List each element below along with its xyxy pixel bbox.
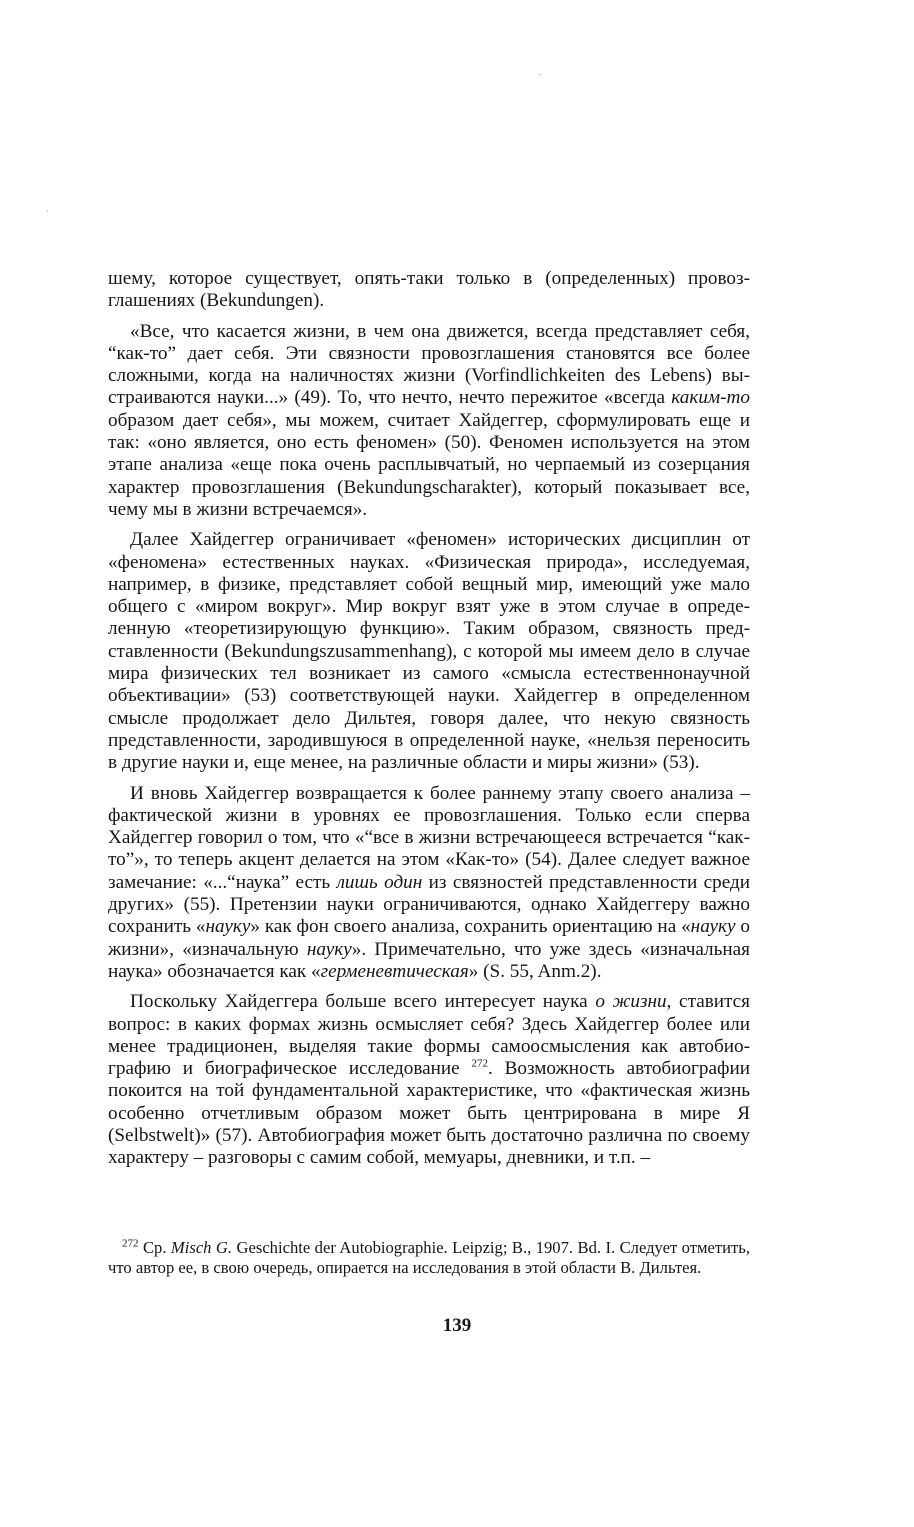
footnote-body bbox=[108, 1238, 750, 1277]
text-run: . Возможность автобиографии покоится на той фундаментальной характеристике, что «фактическая жизнь особенно отчетливым образом может быть центрирована в мире Я (Selbstwelt)» (57). Автобиография может быть достаточно различна по своему характеру – разговоры с самим собой, мемуары, дневники, и т.п. – bbox=[108, 1058, 750, 1169]
paragraph-4 bbox=[108, 783, 750, 984]
text-run: Ср. bbox=[138, 1238, 171, 1257]
italic-run: каким-то bbox=[671, 387, 750, 409]
paragraph-3 bbox=[108, 529, 750, 774]
paragraph-2 bbox=[108, 321, 750, 522]
paragraph-5 bbox=[108, 991, 750, 1169]
text-run: образом дает себя», мы можем, считает Хайдеггер, сформулировать еще и так: «оно является, оно есть феномен» (50). Феномен используется на этом этапе анализа «еще пока очень расплывчатый, но черпаемый из созерцания характер провозглашения (Bekundungscharakter), который показывает все, чему мы в жизни встречаемся». bbox=[108, 409, 750, 520]
italic-run: Misch G. bbox=[170, 1238, 233, 1257]
italic-run: науку bbox=[306, 938, 352, 960]
footnote-reference: 272 bbox=[471, 1057, 488, 1070]
text-run: Geschichte der Autobiographie. Leipzig; B., 1907. Bd. I. Следует отметить, что автор ее, в свою очередь, опирается на исследования в этой области В. Дильтея. bbox=[108, 1238, 750, 1277]
text-run: И вновь Хайдеггер возвращается к более раннему этапу своего анализа – фактической жизни в уровнях ее провозглашения. Только если сперва Хайдеггер говорил о том, что «“все в жизни встречающееся встречается “как-то”», то теперь акцент делается на этом «Как-то» (54). Далее следует важное замечание: «...“наука” есть bbox=[108, 782, 750, 893]
text-run: шему, которое существует, опять-таки только в (определенных) провозглашениях (Bekundungen). bbox=[108, 268, 750, 312]
text-run: «Все, что касается жизни, в чем она движется, всегда представляет себя, “как-то” дает себя. Эти связности провозглашения становятся все более сложными, когда на наличностях жизни (Vorfindlichkeiten des Lebens) выстраиваются науки...» (49). То, что нечто, нечто пережитое «всегда bbox=[108, 320, 750, 409]
scan-speck bbox=[539, 74, 541, 75]
text-run: , ставится вопрос: в каких формах жизнь осмысляет себя? Здесь Хайдеггер более или менее традиционен, выделяя такие формы самоосмысления как автобиографию и биографическое исследование bbox=[108, 991, 750, 1080]
paragraph-1 bbox=[108, 268, 750, 313]
text-run: » как фон своего анализа, сохранить ориентацию на « bbox=[250, 916, 691, 938]
italic-run: лишь один bbox=[336, 871, 423, 893]
footnote-marker: 272 bbox=[122, 1237, 139, 1250]
text-run: из связностей представленности среди других» (55). Претензии науки ограничиваются, однако Хайдеггеру важно сохранить « bbox=[108, 871, 750, 938]
text-run: о жизни», «изначальную bbox=[108, 916, 751, 960]
text-run: ». Примечательно, что уже здесь «изначальная наука» обозначается как « bbox=[108, 938, 750, 982]
italic-run: герменевтическая bbox=[320, 960, 469, 982]
italic-run: науку bbox=[690, 916, 736, 938]
text-run: Поскольку Хайдеггера больше всего интересует наука bbox=[130, 991, 596, 1013]
footnote-text bbox=[108, 1238, 750, 1277]
page-number: 139 bbox=[442, 1315, 472, 1336]
italic-run: науку bbox=[205, 916, 251, 938]
main-text bbox=[108, 268, 750, 1178]
text-run: Далее Хайдеггер ограничивает «феномен» исторических дисциплин от «феномена» естественных науках. «Физическая природа», исследуемая, например, в физике, представляет собой вещный мир, имеющий уже мало общего с «миром вокруг». Мир вокруг взят уже в этом случае в определенную «теоретизирующую функцию». Таким образом, связность представленности (Bekundungszusammenhang), с которой мы имеем дело в случае мира физических тел возникает из самого «смысла естественнонаучной объективации» (53) соответствующей науки. Хайдеггер в определенном смысле продолжает дело Дильтея, говоря далее, что некую связность представленности, зародившуюся в определенной науке, «нельзя переносить в другие науки и, еще менее, на различные области и миры жизни» (53). bbox=[108, 529, 750, 774]
italic-run: о жизни bbox=[595, 991, 667, 1013]
footnote bbox=[108, 1238, 750, 1277]
scan-speck bbox=[47, 210, 48, 212]
text-run: » (S. 55, Anm.2). bbox=[468, 960, 602, 982]
